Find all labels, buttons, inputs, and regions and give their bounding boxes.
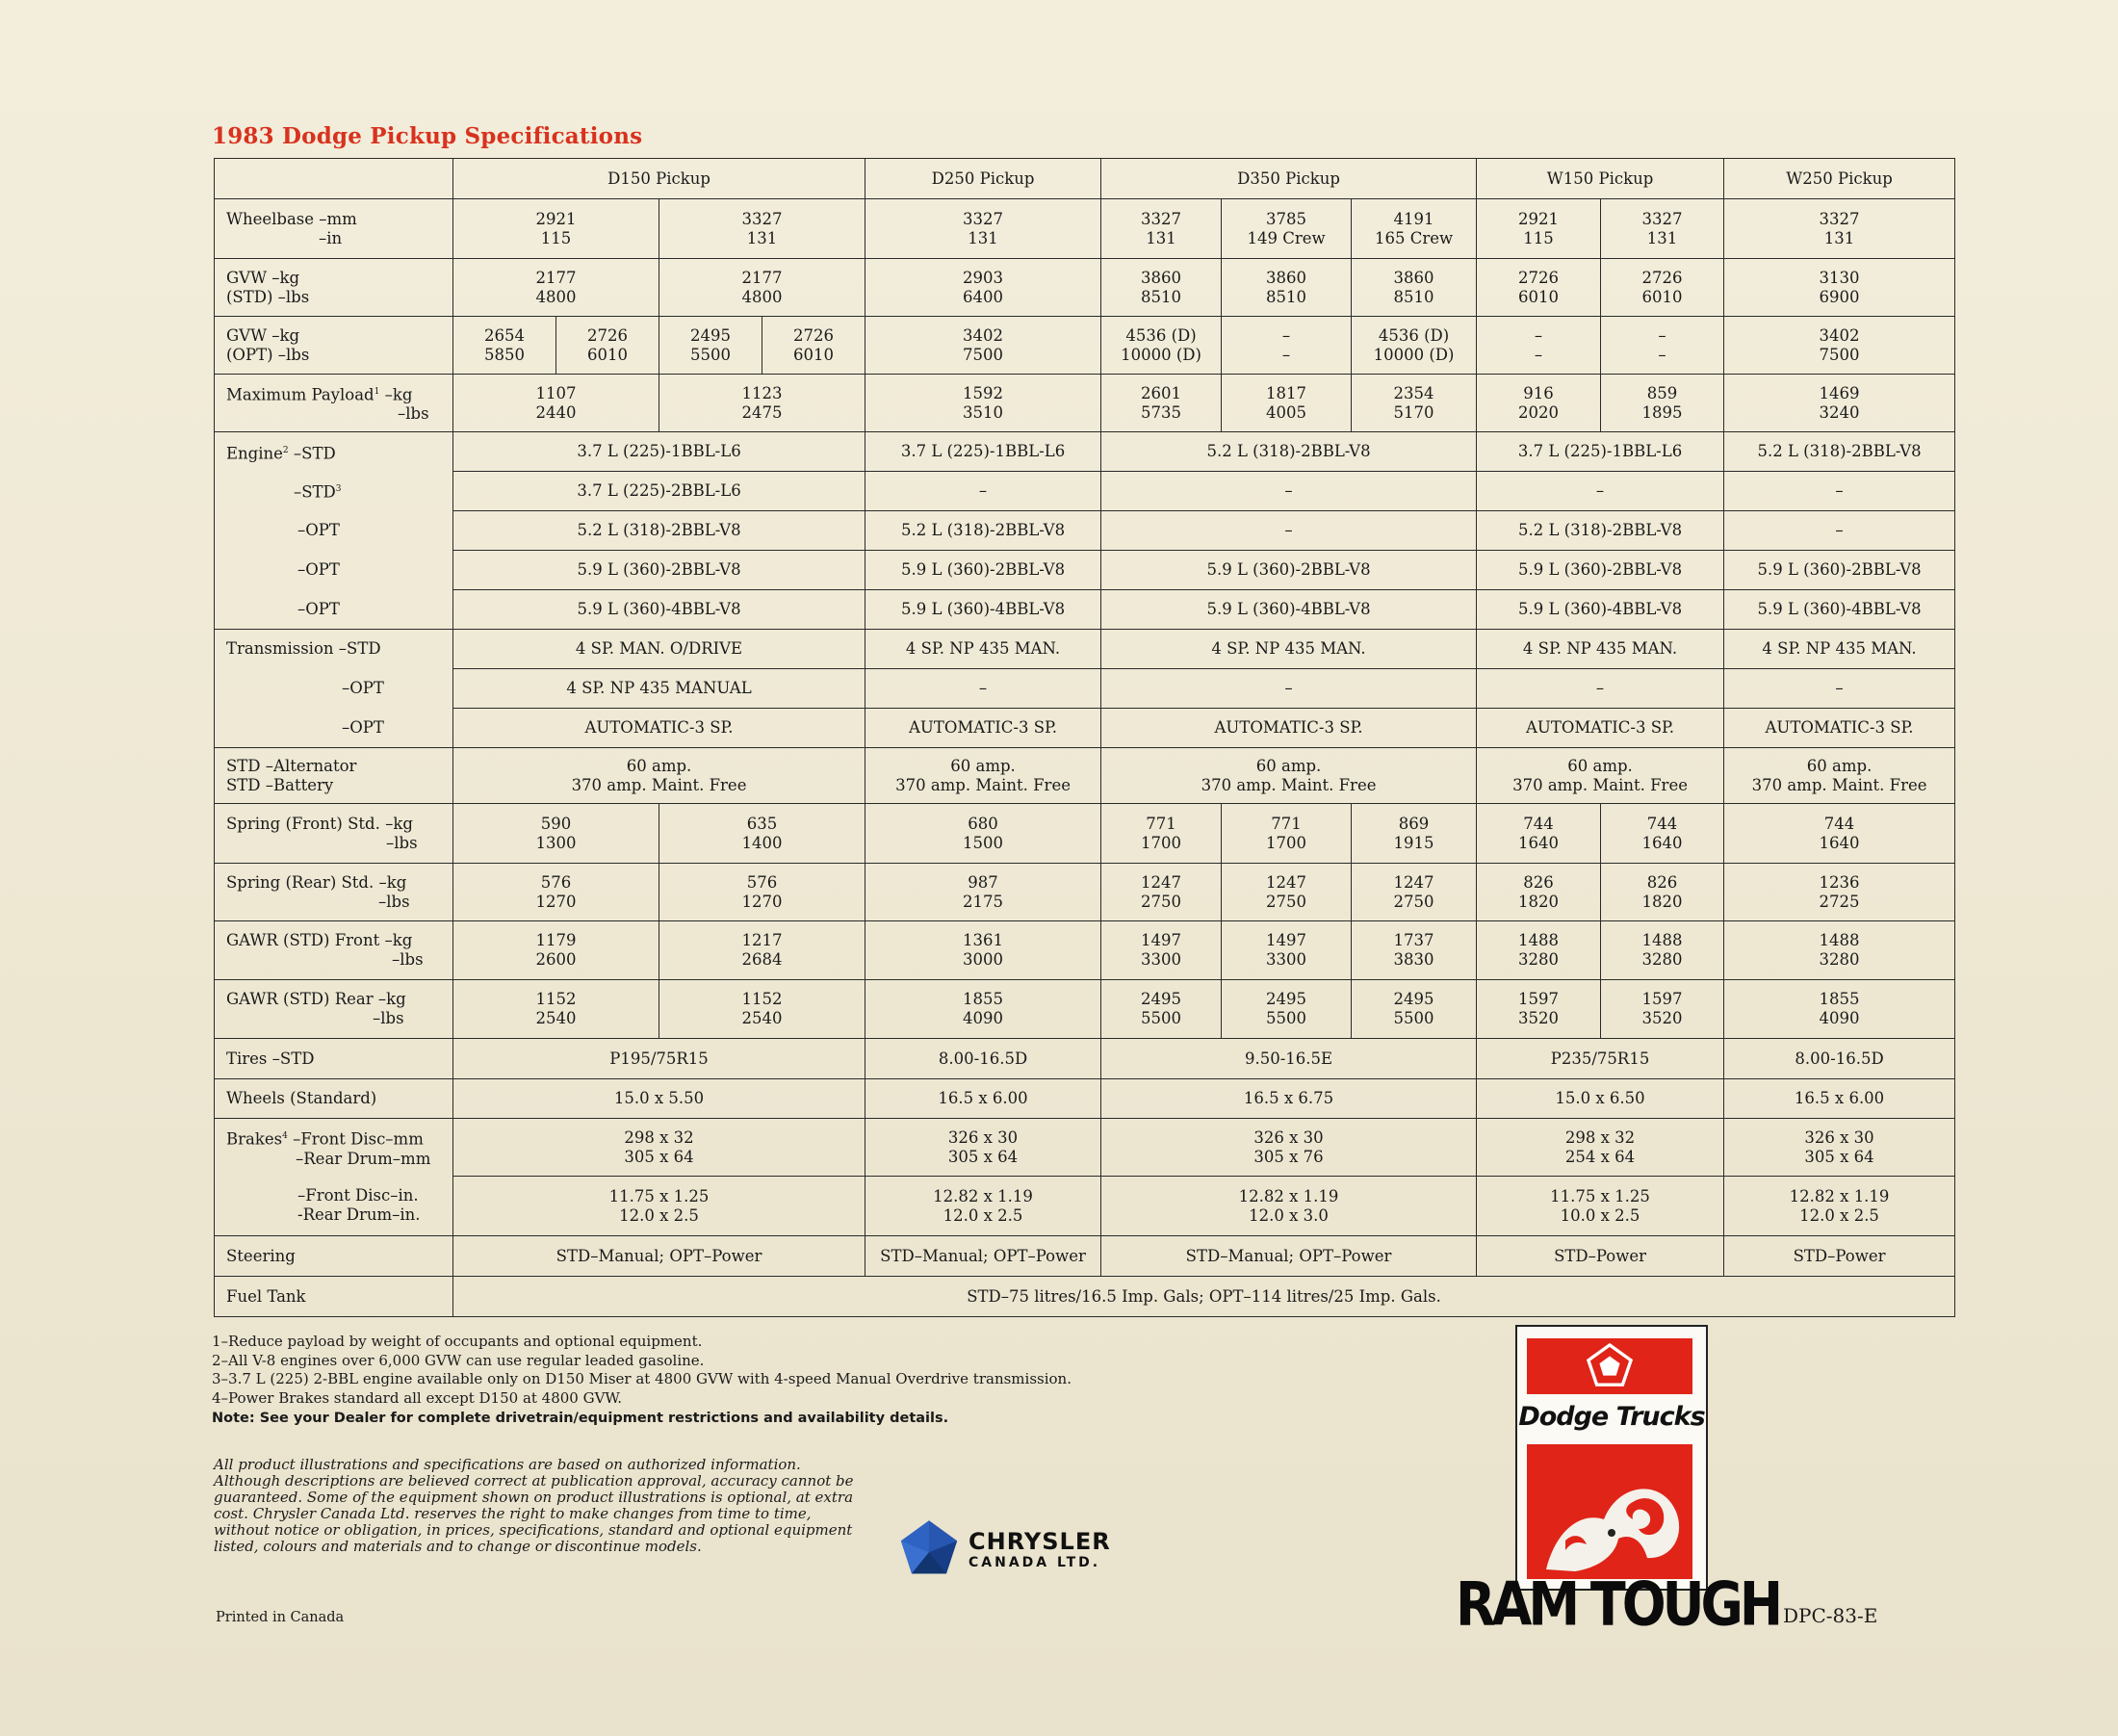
cell: 12.82 x 1.19 12.0 x 3.0 — [1101, 1177, 1477, 1236]
header-d150: D150 Pickup — [453, 159, 865, 199]
footnote: 4–Power Brakes standard all except D150 at 4800 GVW. — [212, 1388, 622, 1407]
cell: 771 1700 — [1101, 804, 1222, 864]
cell: 5.9 L (360)-4BBL-V8 — [453, 590, 865, 630]
canada-ltd-wordmark: CANADA LTD. — [969, 1555, 1101, 1570]
dodge-trucks-wordmark: Dodge Trucks — [1518, 1402, 1705, 1432]
cell: 3327 131 — [659, 199, 865, 259]
row-spring-rear — [215, 864, 1955, 921]
cell: 60 amp. 370 amp. Maint. Free — [1724, 748, 1955, 804]
cell: 9.50-16.5E — [1101, 1039, 1477, 1079]
cell: 60 amp. 370 amp. Maint. Free — [1477, 748, 1724, 804]
cell: 3327 131 — [1101, 199, 1222, 259]
cell: 1817 4005 — [1222, 375, 1352, 432]
cell: 2654 5850 — [453, 317, 556, 375]
cell: 5.9 L (360)-4BBL-V8 — [865, 590, 1101, 630]
cell: STD–Power — [1477, 1236, 1724, 1277]
badge-red-band — [1527, 1338, 1692, 1394]
header-row — [215, 159, 1955, 199]
cell: 5.2 L (318)-2BBL-V8 — [1724, 432, 1955, 472]
row-spring-front — [215, 804, 1955, 864]
cell: 2354 5170 — [1352, 375, 1477, 432]
row-transmission-opt2 — [215, 709, 1955, 748]
row-label: STD –Alternator STD –Battery — [215, 748, 453, 804]
cell: 1107 2440 — [453, 375, 659, 432]
cell: 826 1820 — [1477, 864, 1601, 921]
cell: 3327 131 — [1601, 199, 1724, 259]
cell: 2177 4800 — [659, 259, 865, 317]
cell: 2177 4800 — [453, 259, 659, 317]
cell: 4 SP. MAN. O/DRIVE — [453, 630, 865, 669]
row-label: Fuel Tank — [215, 1277, 453, 1317]
row-label: GVW –kg (OPT) –lbs — [215, 317, 453, 375]
disclaimer: All product illustrations and specifications are based on authorized information. Although descriptions are believed correct at publication approval, accuracy cannot be guaranteed. Some of the equipment shown on product illustrations is optional, at extra cost. Chrysler Canada Ltd. reserves the right to make changes from time to time, without notice or obligation, in prices, specifications, standard and optional equipment listed, colours and materials and to change or discontinue models. — [214, 1456, 854, 1555]
cell: 1179 2600 — [453, 921, 659, 980]
cell: 2726 6010 — [1477, 259, 1601, 317]
cell: 2495 5500 — [1101, 980, 1222, 1039]
cell: 2921 115 — [1477, 199, 1601, 259]
cell: 15.0 x 6.50 — [1477, 1079, 1724, 1119]
document-code: DPC-83-E — [1783, 1604, 1878, 1627]
row-engine-opt2 — [215, 551, 1955, 590]
cell: – — [865, 472, 1101, 511]
cell: – – — [1222, 317, 1352, 375]
cell: 3860 8510 — [1222, 259, 1352, 317]
spec-table — [214, 158, 1955, 1317]
cell: 1247 2750 — [1101, 864, 1222, 921]
cell: STD–75 litres/16.5 Imp. Gals; OPT–114 litres/25 Imp. Gals. — [453, 1277, 1955, 1317]
cell: 5.2 L (318)-2BBL-V8 — [453, 511, 865, 551]
cell: 12.82 x 1.19 12.0 x 2.5 — [1724, 1177, 1955, 1236]
chrysler-wordmark: CHRYSLER — [969, 1528, 1111, 1555]
row-label: GAWR (STD) Front –kg –lbs — [215, 921, 453, 980]
dodge-trucks-badge — [1515, 1325, 1708, 1591]
cell: 8.00-16.5D — [865, 1039, 1101, 1079]
cell: 2495 5500 — [1222, 980, 1352, 1039]
cell: 1123 2475 — [659, 375, 865, 432]
cell: 4 SP. NP 435 MAN. — [1101, 630, 1477, 669]
cell: 2726 6010 — [762, 317, 865, 375]
row-gawr-rear — [215, 980, 1955, 1039]
pentastar-icon — [899, 1519, 959, 1579]
cell: 3.7 L (225)-1BBL-L6 — [1477, 432, 1724, 472]
row-label: –STD$^3$ — [215, 472, 453, 511]
cell: 15.0 x 5.50 — [453, 1079, 865, 1119]
cell: 5.9 L (360)-2BBL-V8 — [453, 551, 865, 590]
row-label: GVW –kg (STD) –lbs — [215, 259, 453, 317]
cell: 5.9 L (360)-4BBL-V8 — [1724, 590, 1955, 630]
cell: 1152 2540 — [453, 980, 659, 1039]
row-engine-std — [215, 432, 1955, 472]
cell: 8.00-16.5D — [1724, 1039, 1955, 1079]
cell: 5.9 L (360)-4BBL-V8 — [1101, 590, 1477, 630]
cell: 326 x 30 305 x 64 — [865, 1119, 1101, 1177]
cell: 5.9 L (360)-2BBL-V8 — [1477, 551, 1724, 590]
row-label: –OPT — [215, 511, 453, 551]
cell: 60 amp. 370 amp. Maint. Free — [1101, 748, 1477, 804]
cell: 1152 2540 — [659, 980, 865, 1039]
cell: 1469 3240 — [1724, 375, 1955, 432]
row-label: –OPT — [215, 590, 453, 630]
cell: 1247 2750 — [1222, 864, 1352, 921]
cell: 2495 5500 — [659, 317, 762, 375]
cell: AUTOMATIC-3 SP. — [865, 709, 1101, 748]
cell: 2726 6010 — [1601, 259, 1724, 317]
cell: STD–Manual; OPT–Power — [453, 1236, 865, 1277]
cell: 4191 165 Crew — [1352, 199, 1477, 259]
row-label: –Front Disc–in. -Rear Drum–in. — [215, 1177, 453, 1236]
row-wheelbase — [215, 199, 1955, 259]
cell: 987 2175 — [865, 864, 1101, 921]
footnote: 1–Reduce payload by weight of occupants and optional equipment. — [212, 1333, 703, 1350]
cell: 5.9 L (360)-2BBL-V8 — [1724, 551, 1955, 590]
cell: AUTOMATIC-3 SP. — [1724, 709, 1955, 748]
cell: 590 1300 — [453, 804, 659, 864]
cell: 771 1700 — [1222, 804, 1352, 864]
cell: 826 1820 — [1601, 864, 1724, 921]
row-electrical — [215, 748, 1955, 804]
cell: – — [1477, 669, 1724, 709]
row-label: –OPT — [215, 709, 453, 748]
cell: 12.82 x 1.19 12.0 x 2.5 — [865, 1177, 1101, 1236]
row-engine-std3 — [215, 472, 1955, 511]
cell: – — [1101, 669, 1477, 709]
cell: 744 1640 — [1601, 804, 1724, 864]
cell: 1361 3000 — [865, 921, 1101, 980]
cell: – — [1724, 472, 1955, 511]
cell: 1488 3280 — [1477, 921, 1601, 980]
cell: 2726 6010 — [556, 317, 659, 375]
cell: 4 SP. NP 435 MAN. — [1477, 630, 1724, 669]
header-w250: W250 Pickup — [1724, 159, 1955, 199]
cell: – — [1724, 511, 1955, 551]
cell: 1497 3300 — [1222, 921, 1352, 980]
cell: 4 SP. NP 435 MAN. — [1724, 630, 1955, 669]
cell: 744 1640 — [1477, 804, 1601, 864]
cell: – — [1724, 669, 1955, 709]
cell: 2495 5500 — [1352, 980, 1477, 1039]
cell: 3860 8510 — [1352, 259, 1477, 317]
printed-in-canada: Printed in Canada — [216, 1610, 345, 1625]
cell: P195/75R15 — [453, 1039, 865, 1079]
cell: STD–Power — [1724, 1236, 1955, 1277]
row-steering — [215, 1236, 1955, 1277]
footnote: 3–3.7 L (225) 2-BBL engine available only on D150 Miser at 4800 GVW with 4-speed Manual Overdrive transmission. — [212, 1370, 1072, 1387]
row-label: Spring (Rear) Std. –kg –lbs — [215, 864, 453, 921]
cell: 11.75 x 1.25 12.0 x 2.5 — [453, 1177, 865, 1236]
row-label: Transmission –STD — [215, 630, 453, 669]
cell: AUTOMATIC-3 SP. — [453, 709, 865, 748]
cell: 2921 115 — [453, 199, 659, 259]
row-label: GAWR (STD) Rear –kg –lbs — [215, 980, 453, 1039]
cell: 916 2020 — [1477, 375, 1601, 432]
cell: 11.75 x 1.25 10.0 x 2.5 — [1477, 1177, 1724, 1236]
cell: 5.2 L (318)-2BBL-V8 — [865, 511, 1101, 551]
cell: 326 x 30 305 x 64 — [1724, 1119, 1955, 1177]
ram-head-icon — [1527, 1444, 1692, 1579]
cell: – — [865, 669, 1101, 709]
row-label: –OPT — [215, 669, 453, 709]
row-transmission-opt1 — [215, 669, 1955, 709]
header-d350: D350 Pickup — [1101, 159, 1477, 199]
cell: 1597 3520 — [1477, 980, 1601, 1039]
row-brakes-mm — [215, 1119, 1955, 1177]
cell: 16.5 x 6.00 — [1724, 1079, 1955, 1119]
row-label: Spring (Front) Std. –kg –lbs — [215, 804, 453, 864]
cell: 1236 2725 — [1724, 864, 1955, 921]
cell: – — [1477, 472, 1724, 511]
cell: 635 1400 — [659, 804, 865, 864]
cell: 3402 7500 — [865, 317, 1101, 375]
row-transmission-std — [215, 630, 1955, 669]
cell: – – — [1601, 317, 1724, 375]
cell: 1855 4090 — [865, 980, 1101, 1039]
row-brakes-in — [215, 1177, 1955, 1236]
header-w150: W150 Pickup — [1477, 159, 1724, 199]
cell: 3327 131 — [865, 199, 1101, 259]
cell: 1855 4090 — [1724, 980, 1955, 1039]
cell: 5.9 L (360)-4BBL-V8 — [1477, 590, 1724, 630]
cell: 5.9 L (360)-2BBL-V8 — [1101, 551, 1477, 590]
cell: 5.2 L (318)-2BBL-V8 — [1101, 432, 1477, 472]
cell: 16.5 x 6.00 — [865, 1079, 1101, 1119]
row-engine-opt1 — [215, 511, 1955, 551]
cell: AUTOMATIC-3 SP. — [1477, 709, 1724, 748]
ram-tough-logo: RAM TOUGH — [1456, 1569, 1780, 1640]
cell: 298 x 32 254 x 64 — [1477, 1119, 1724, 1177]
chrysler-canada-logo — [899, 1519, 1111, 1579]
cell: 2903 6400 — [865, 259, 1101, 317]
header-d250: D250 Pickup — [865, 159, 1101, 199]
cell: 326 x 30 305 x 76 — [1101, 1119, 1477, 1177]
pentastar-icon — [1587, 1343, 1633, 1389]
page-title: 1983 Dodge Pickup Specifications — [212, 123, 643, 149]
cell: 1247 2750 — [1352, 864, 1477, 921]
row-label: Wheelbase –mm –in — [215, 199, 453, 259]
cell: 60 amp. 370 amp. Maint. Free — [865, 748, 1101, 804]
cell: 3.7 L (225)-2BBL-L6 — [453, 472, 865, 511]
row-label: Tires –STD — [215, 1039, 453, 1079]
cell: 5.2 L (318)-2BBL-V8 — [1477, 511, 1724, 551]
cell: 4536 (D) 10000 (D) — [1101, 317, 1222, 375]
cell: 4536 (D) 10000 (D) — [1352, 317, 1477, 375]
cell: 1597 3520 — [1601, 980, 1724, 1039]
row-gvw-opt — [215, 317, 1955, 375]
cell: 4 SP. NP 435 MAN. — [865, 630, 1101, 669]
cell: 869 1915 — [1352, 804, 1477, 864]
cell: 1488 3280 — [1601, 921, 1724, 980]
cell: 3785 149 Crew — [1222, 199, 1352, 259]
cell: 16.5 x 6.75 — [1101, 1079, 1477, 1119]
cell: 298 x 32 305 x 64 — [453, 1119, 865, 1177]
cell: 4 SP. NP 435 MANUAL — [453, 669, 865, 709]
cell: 3402 7500 — [1724, 317, 1955, 375]
cell: AUTOMATIC-3 SP. — [1101, 709, 1477, 748]
cell: 1737 3830 — [1352, 921, 1477, 980]
row-payload — [215, 375, 1955, 432]
footnote: 2–All V-8 engines over 6,000 GVW can use regular leaded gasoline. — [212, 1351, 705, 1369]
cell: 1488 3280 — [1724, 921, 1955, 980]
footnotes — [212, 1333, 1072, 1429]
cell: – — [1101, 511, 1477, 551]
cell: 859 1895 — [1601, 375, 1724, 432]
cell: P235/75R15 — [1477, 1039, 1724, 1079]
cell: 576 1270 — [659, 864, 865, 921]
cell: 2601 5735 — [1101, 375, 1222, 432]
cell: 680 1500 — [865, 804, 1101, 864]
cell: 1592 3510 — [865, 375, 1101, 432]
cell: 5.9 L (360)-2BBL-V8 — [865, 551, 1101, 590]
cell: 744 1640 — [1724, 804, 1955, 864]
cell: 60 amp. 370 amp. Maint. Free — [453, 748, 865, 804]
row-gvw-std — [215, 259, 1955, 317]
row-label: Brakes$^4$ –Front Disc–mm –Rear Drum–mm — [215, 1119, 453, 1177]
cell: STD–Manual; OPT–Power — [1101, 1236, 1477, 1277]
cell: 3.7 L (225)-1BBL-L6 — [453, 432, 865, 472]
cell: – – — [1477, 317, 1601, 375]
row-gawr-front — [215, 921, 1955, 980]
row-label: Steering — [215, 1236, 453, 1277]
cell: 3327 131 — [1724, 199, 1955, 259]
cell: STD–Manual; OPT–Power — [865, 1236, 1101, 1277]
row-label: Wheels (Standard) — [215, 1079, 453, 1119]
row-wheels — [215, 1079, 1955, 1119]
cell: 3.7 L (225)-1BBL-L6 — [865, 432, 1101, 472]
cell: 1497 3300 — [1101, 921, 1222, 980]
cell: 3860 8510 — [1101, 259, 1222, 317]
cell: 3130 6900 — [1724, 259, 1955, 317]
row-label: Engine$^2$ –STD — [215, 432, 453, 472]
cell: 576 1270 — [453, 864, 659, 921]
cell: – — [1101, 472, 1477, 511]
row-fuel-tank — [215, 1277, 1955, 1317]
cell: 1217 2684 — [659, 921, 865, 980]
row-tires — [215, 1039, 1955, 1079]
row-label: –OPT — [215, 551, 453, 590]
row-engine-opt3 — [215, 590, 1955, 630]
row-label: Maximum Payload$^1$ –kg –lbs — [215, 375, 453, 432]
dealer-note: Note: See your Dealer for complete drivetrain/equipment restrictions and availability details. — [212, 1411, 949, 1426]
